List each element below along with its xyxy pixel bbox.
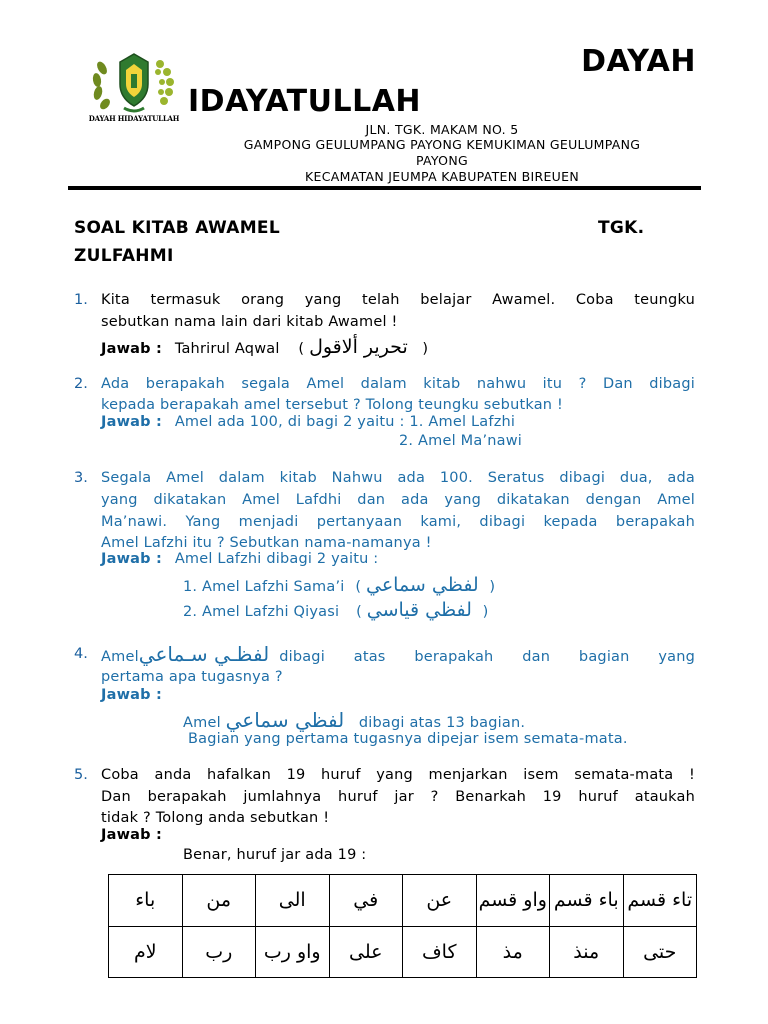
- jawab-label: Jawab :: [101, 687, 162, 703]
- item-text: 2. Amel Lafzhi Qiyasi: [183, 604, 340, 620]
- answer-text: Amel Lafzhi dibagi 2 yaitu :: [174, 551, 379, 567]
- item-text: 1. Amel Lafzhi Sama’i: [183, 579, 345, 595]
- arabic-text: لفظـي سـماعي: [138, 642, 270, 666]
- question-number: 5.: [74, 767, 88, 783]
- teacher-prefix: TGK.: [598, 218, 645, 238]
- header-divider: [68, 186, 701, 190]
- table-cell: حتى: [623, 926, 697, 978]
- table-cell: باء قسم: [550, 875, 624, 927]
- question-3-line: Ma’nawi. Yang menjadi pertanyaan kami, dibagi kepada berapakah: [101, 514, 695, 530]
- paren-close: ): [482, 604, 489, 620]
- question-2-line: Ada berapakah segala Amel dalam kitab nahwu itu ? Dan dibagi: [101, 376, 695, 392]
- answer-4-text: Bagian yang pertama tugasnya dipejar isem semata-mata.: [188, 731, 628, 747]
- question-1-line: sebutkan nama lain dari kitab Awamel !: [101, 314, 398, 330]
- table-cell: منذ: [550, 926, 624, 978]
- question-4-line: pertama apa tugasnya ?: [101, 669, 283, 685]
- table-cell: على: [329, 926, 403, 978]
- question-5-line: Coba anda hafalkan 19 huruf yang menjarkan isem semata-mata !: [101, 767, 695, 783]
- arabic-text: تحرير ألاقول: [309, 336, 408, 358]
- address-line: KECAMATAN JEUMPA KABUPATEN BIREUEN: [305, 169, 579, 184]
- table-cell: عن: [403, 875, 477, 927]
- question-3-line: Segala Amel dalam kitab Nahwu ada 100. Seratus dibagi dua, ada: [101, 470, 695, 486]
- table-row: [109, 926, 697, 978]
- answer-5: [101, 827, 162, 843]
- institution-title-line2: IDAYATULLAH: [188, 84, 422, 119]
- huruf-jar-table: [108, 874, 697, 978]
- jawab-label: Jawab :: [101, 341, 162, 357]
- question-number: 1.: [74, 292, 88, 308]
- document-title: SOAL KITAB AWAMEL: [74, 218, 280, 238]
- logo-caption: DAYAH HIDAYATULLAH: [88, 114, 180, 123]
- answer-3-item: [183, 574, 495, 596]
- table-cell: في: [329, 875, 403, 927]
- question-number: 2.: [74, 376, 88, 392]
- table-cell: باء: [109, 875, 183, 927]
- answer-3-item: [183, 599, 488, 621]
- table-row: [109, 875, 697, 927]
- answer-5-text: Benar, huruf jar ada 19 :: [183, 847, 367, 863]
- table-cell: تاء قسم: [623, 875, 697, 927]
- table-cell: لام: [109, 926, 183, 978]
- paren-close: ): [489, 579, 496, 595]
- institution-title-line1: DAYAH: [581, 44, 696, 79]
- question-number: 4.: [74, 646, 88, 662]
- address-line: JLN. TGK. MAKAM NO. 5: [365, 122, 519, 137]
- answer-2-item: 2. Amel Ma’nawi: [399, 433, 523, 449]
- answer-text: dibagi atas 13 bagian.: [358, 715, 526, 731]
- jawab-label: Jawab :: [101, 827, 162, 843]
- question-text: dibagi atas berapakah dan bagian yang: [279, 649, 695, 665]
- question-1-line: Kita termasuk orang yang telah belajar Awamel. Coba teungku: [101, 292, 695, 308]
- teacher-name: ZULFAHMI: [74, 246, 174, 266]
- answer-text: Tahrirul Aqwal: [174, 341, 280, 357]
- paren-close: ): [422, 341, 429, 357]
- table-cell: واو قسم: [476, 875, 550, 927]
- arabic-text: لفظي سماعي: [365, 574, 479, 596]
- answer-4: [101, 687, 162, 703]
- answer-3: [101, 551, 378, 567]
- table-cell: من: [182, 875, 256, 927]
- table-cell: رب: [182, 926, 256, 978]
- arabic-text: لفظي قياسي: [366, 599, 472, 621]
- wheat-emblem-icon: [88, 50, 180, 114]
- answer-2: [101, 414, 515, 430]
- answer-4-text: [183, 708, 525, 732]
- question-4-line: [101, 642, 695, 666]
- table-cell: كاف: [403, 926, 477, 978]
- answer-1: [101, 336, 428, 358]
- answer-text: Amel: [183, 715, 221, 731]
- table-cell: الى: [256, 875, 330, 927]
- question-2-line: kepada berapakah amel tersebut ? Tolong teungku sebutkan !: [101, 397, 563, 413]
- question-3-line: Amel Lafzhi itu ? Sebutkan nama-namanya !: [101, 535, 432, 551]
- table-cell: واو رب: [256, 926, 330, 978]
- question-5-line: Dan berapakah jumlahnya huruf jar ? Benarkah 19 huruf ataukah: [101, 789, 695, 805]
- answer-text: Amel ada 100, di bagi 2 yaitu : 1. Amel Lafzhi: [174, 414, 516, 430]
- jawab-label: Jawab :: [101, 414, 162, 430]
- address-line: GAMPONG GEULUMPANG PAYONG KEMUKIMAN GEULUMPANG: [243, 137, 641, 152]
- question-number: 3.: [74, 470, 88, 486]
- arabic-text: لفظي سماعي: [225, 708, 345, 732]
- paren-open: (: [355, 579, 362, 595]
- question-word: Amel: [101, 649, 139, 665]
- paren-open: (: [356, 604, 362, 620]
- question-5-line: tidak ? Tolong anda sebutkan !: [101, 810, 330, 826]
- question-3-line: yang dikatakan Amel Lafdhi dan ada yang dikatakan dengan Amel: [101, 492, 695, 508]
- table-cell: مذ: [476, 926, 550, 978]
- address-line: PAYONG: [416, 153, 468, 168]
- jawab-label: Jawab :: [101, 551, 162, 567]
- paren-open: (: [298, 341, 305, 357]
